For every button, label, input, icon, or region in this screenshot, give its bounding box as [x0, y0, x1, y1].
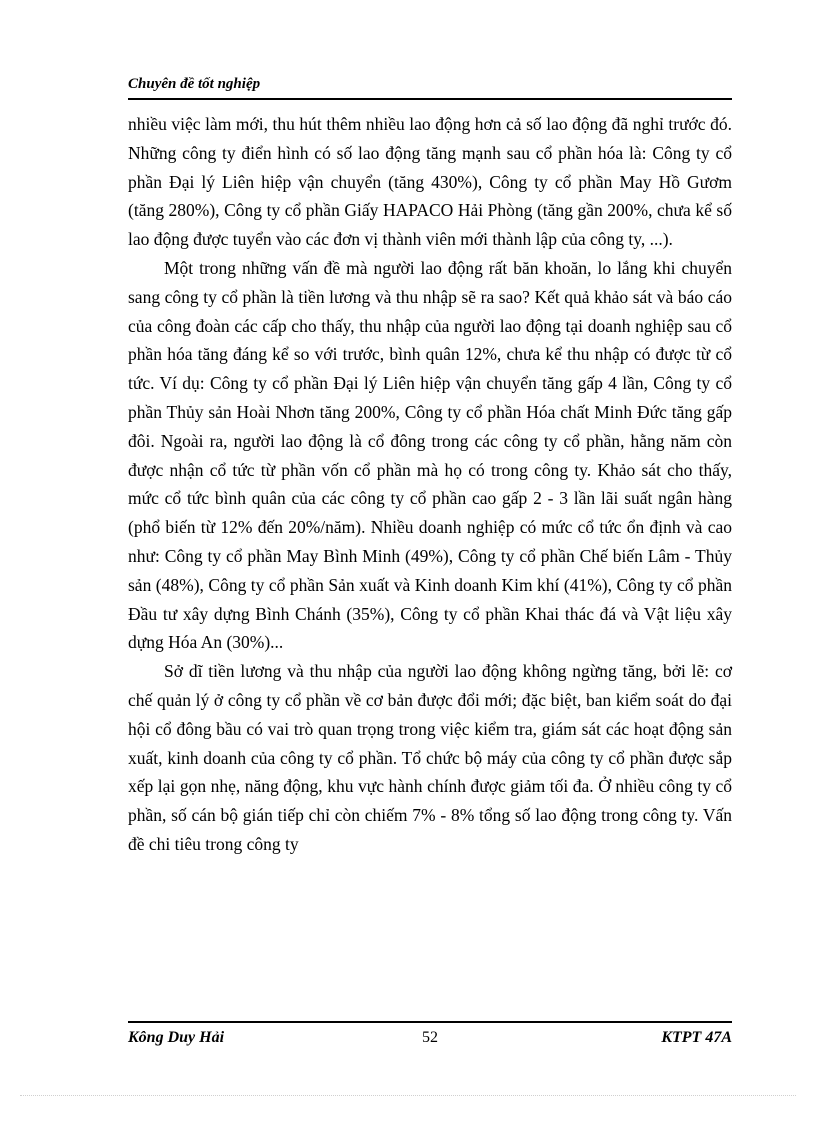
page-footer [128, 1021, 732, 1053]
footer-author: Kông Duy Hải [128, 1029, 225, 1046]
page-bottom-divider [20, 1095, 796, 1096]
page-body [128, 110, 732, 859]
paragraph-3: Sở dĩ tiền lương và thu nhập của người lao động không ngừng tăng, bởi lẽ: cơ chế quản lý ở công ty cổ phần về cơ bản được đổi mới; đặc biệt, ban kiểm soát do đại hội cổ đông bầu có vai trò quan trọng trong việc kiểm tra, giám sát các hoạt động sản xuất, kinh doanh của công ty cổ phần. Tổ chức bộ máy của công ty cổ phần được sắp xếp lại gọn nhẹ, năng động, khu vực hành chính được giảm tối đa. Ở nhiều công ty cổ phần, số cán bộ gián tiếp chỉ còn chiếm 7% - 8% tổng số lao động trong công ty. Vấn đề chi tiêu trong công ty [128, 661, 732, 854]
paragraph-2: Một trong những vấn đề mà người lao động rất băn khoăn, lo lắng khi chuyển sang công ty cổ phần là tiền lương và thu nhập sẽ ra sao? Kết quả khảo sát và báo cáo của công đoàn các cấp cho thấy, thu nhập của người lao động tại doanh nghiệp sau cổ phần hóa tăng đáng kể so với trước, bình quân 12%, chưa kể thu nhập có được từ cổ tức. Ví dụ: Công ty cổ phần Đại lý Liên hiệp vận chuyển tăng gấp 4 lần, Công ty cổ phần Thủy sản Hoài Nhơn tăng 200%, Công ty cổ phần Hóa chất Minh Đức tăng gấp đôi. Ngoài ra, người lao động là cổ đông trong các công ty cổ phần, hằng năm còn được nhận cổ tức từ phần vốn cổ phần mà họ có trong công ty. Khảo sát cho thấy, mức cổ tức bình quân của các công ty cổ phần cao gấp 2 - 3 lần lãi suất ngân hàng (phổ biến từ 12% đến 20%/năm). Nhiều doanh nghiệp có mức cổ tức ổn định và cao như: Công ty cổ phần May Bình Minh (49%), Công ty cổ phần Chế biến Lâm - Thủy sản (48%), Công ty cổ phần Sản xuất và Kinh doanh Kim khí (41%), Công ty cổ phần Đầu tư xây dựng Bình Chánh (35%), Công ty cổ phần Khai thác đá và Vật liệu xây dựng Hóa An (30%)... [128, 257, 732, 653]
header-title: Chuyên đề tốt nghiệp [128, 76, 261, 92]
page-header [128, 76, 732, 100]
paragraph-1: nhiều việc làm mới, thu hút thêm nhiều lao động hơn cả số lao động đã nghỉ trước đó. Những công ty điển hình có số lao động tăng mạnh sau cổ phần hóa là: Công ty cổ phần Đại lý Liên hiệp vận chuyển (tăng 430%), Công ty cổ phần May Hồ Gươm (tăng 280%), Công ty cổ phần Giấy HAPACO Hải Phòng (tăng gần 200%, chưa kể số lao động được tuyển vào các đơn vị thành viên mới thành lập của công ty, ...). [128, 114, 732, 250]
footer-class-code: KTPT 47A [661, 1029, 732, 1046]
page-number: 52 [422, 1029, 438, 1046]
